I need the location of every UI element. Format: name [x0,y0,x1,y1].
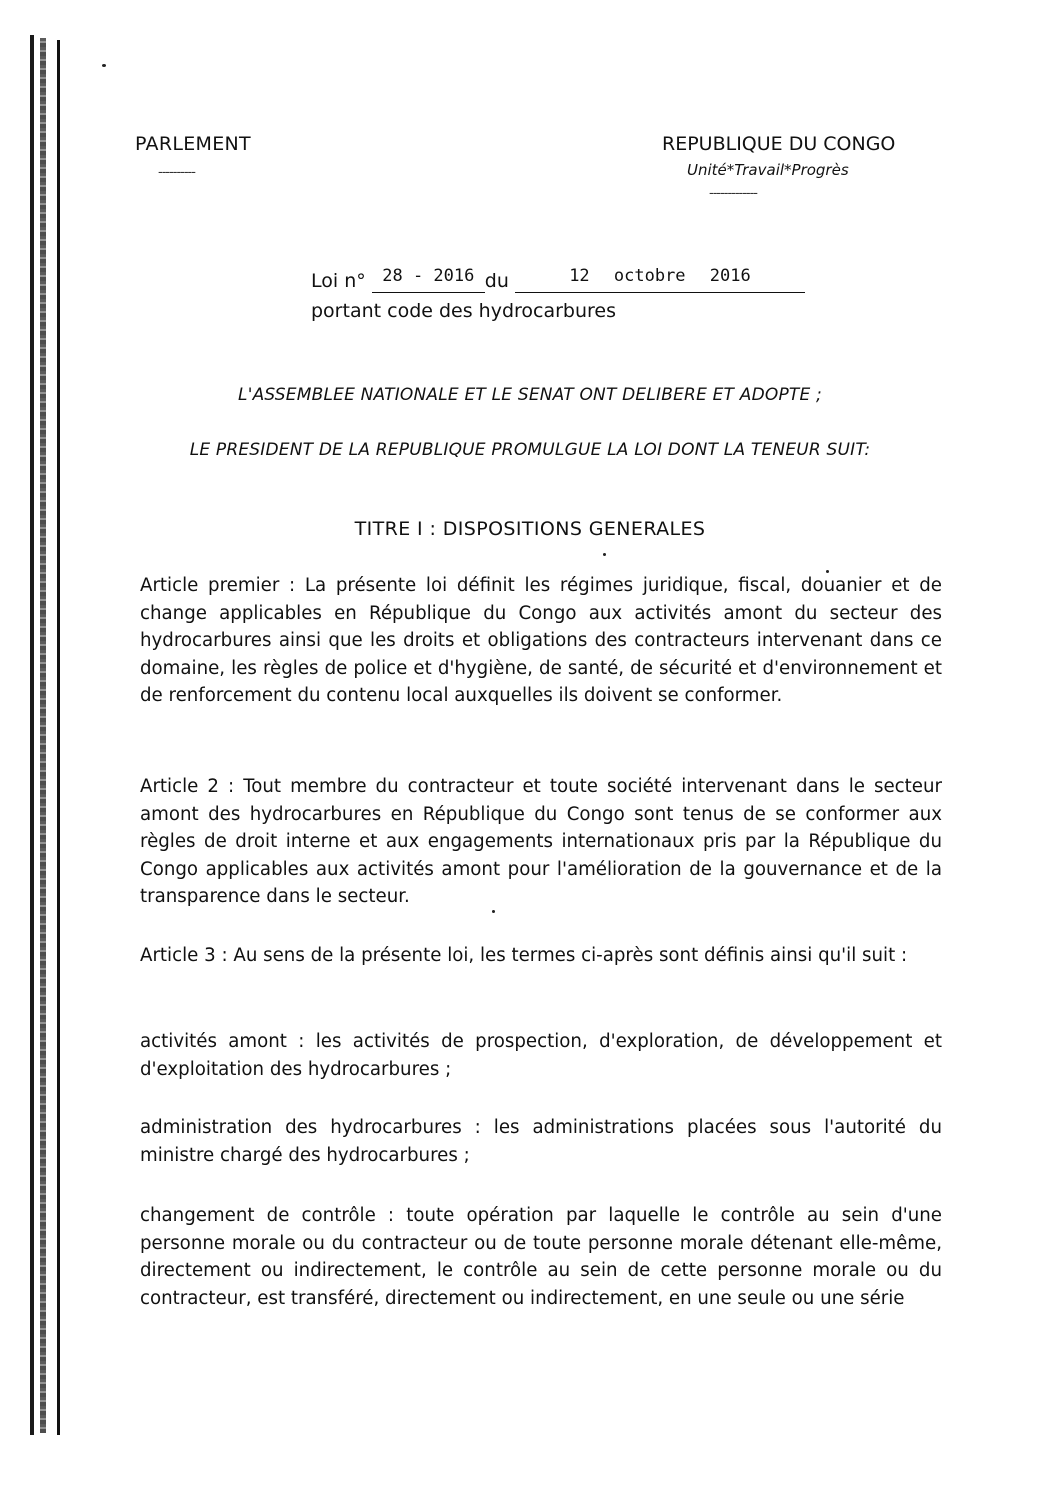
header-parlement: PARLEMENT [135,133,251,155]
declaration-assemblee: L'ASSEMBLEE NATIONALE ET LE SENAT ONT DELIBERE ET ADOPTE ; [238,385,822,405]
article-label: Article 2 : [140,776,235,797]
law-date: 12 octobre 2016 [569,266,751,286]
definition-changement-controle [140,1202,942,1312]
law-subtitle: portant code des hydrocarbures [311,300,617,322]
law-date-field [515,266,805,293]
article-label: Article 3 : [140,945,228,966]
section-title: TITRE I : DISPOSITIONS GENERALES [354,518,706,540]
article-3 [140,942,942,970]
definition-text: toute opération par laquelle le contrôle au sein d'une personne morale ou du contracteur ou de toute personne morale détenant elle-même, directement ou indirectement, le contrôle au sein de cette personne morale ou du contracteur, est transféré, directement ou indirectement, en une seule ou une série [140,1205,942,1309]
header-motto: Unité*Travail*Progrès [687,161,849,179]
header-republique: REPUBLIQUE DU CONGO [662,133,896,155]
law-number-field [372,266,485,293]
law-du: du [484,270,509,292]
definition-term: changement de contrôle : [140,1205,395,1226]
scan-binding-edge [30,35,34,1435]
scan-speck [102,64,106,67]
scan-binding-texture [40,38,46,1433]
article-text: Tout membre du contracteur et toute société intervenant dans le secteur amont des hydrocarbures en République du Congo sont tenus de se conformer aux règles de droit interne et aux engagements internationaux pris par la République du Congo applicables aux activités amont pour l'amélioration de la gouvernance et de la transparence dans le secteur. [140,776,942,907]
definition-term: activités amont : [140,1031,305,1052]
law-title-line [311,266,805,293]
definition-text: les activités de prospection, d'exploration, de développement et d'exploitation des hydrocarbures ; [140,1031,943,1080]
header-left-separator: ---------- [158,165,195,180]
scan-binding-line [57,40,60,1435]
law-prefix: Loi n° [311,270,366,292]
scan-speck [603,553,606,556]
definition-administration [140,1114,942,1169]
definition-activites-amont [140,1028,942,1083]
law-number: 28 - 2016 [382,266,475,286]
article-text: Au sens de la présente loi, les termes ci-après sont définis ainsi qu'il suit : [227,945,908,966]
article-label: Article premier : [140,575,296,596]
article-2 [140,773,942,911]
article-premier [140,572,942,710]
definition-text: les administrations placées sous l'autorité du ministre chargé des hydrocarbures ; [140,1117,942,1166]
definition-term: administration des hydrocarbures : [140,1117,481,1138]
declaration-president: LE PRESIDENT DE LA REPUBLIQUE PROMULGUE LA LOI DONT LA TENEUR SUIT: [189,440,871,460]
header-right-separator: ------------- [709,186,757,201]
article-text: La présente loi définit les régimes juridique, fiscal, douanier et de change applicables en République du Congo aux activités amont du secteur des hydrocarbures ainsi que les droits et obligations des contracteurs intervenant dans ce domaine, les règles de police et d'hygiène, de santé, de sécurité et d'environnement et de renforcement du contenu local auxquelles ils doivent se conformer. [140,575,942,706]
